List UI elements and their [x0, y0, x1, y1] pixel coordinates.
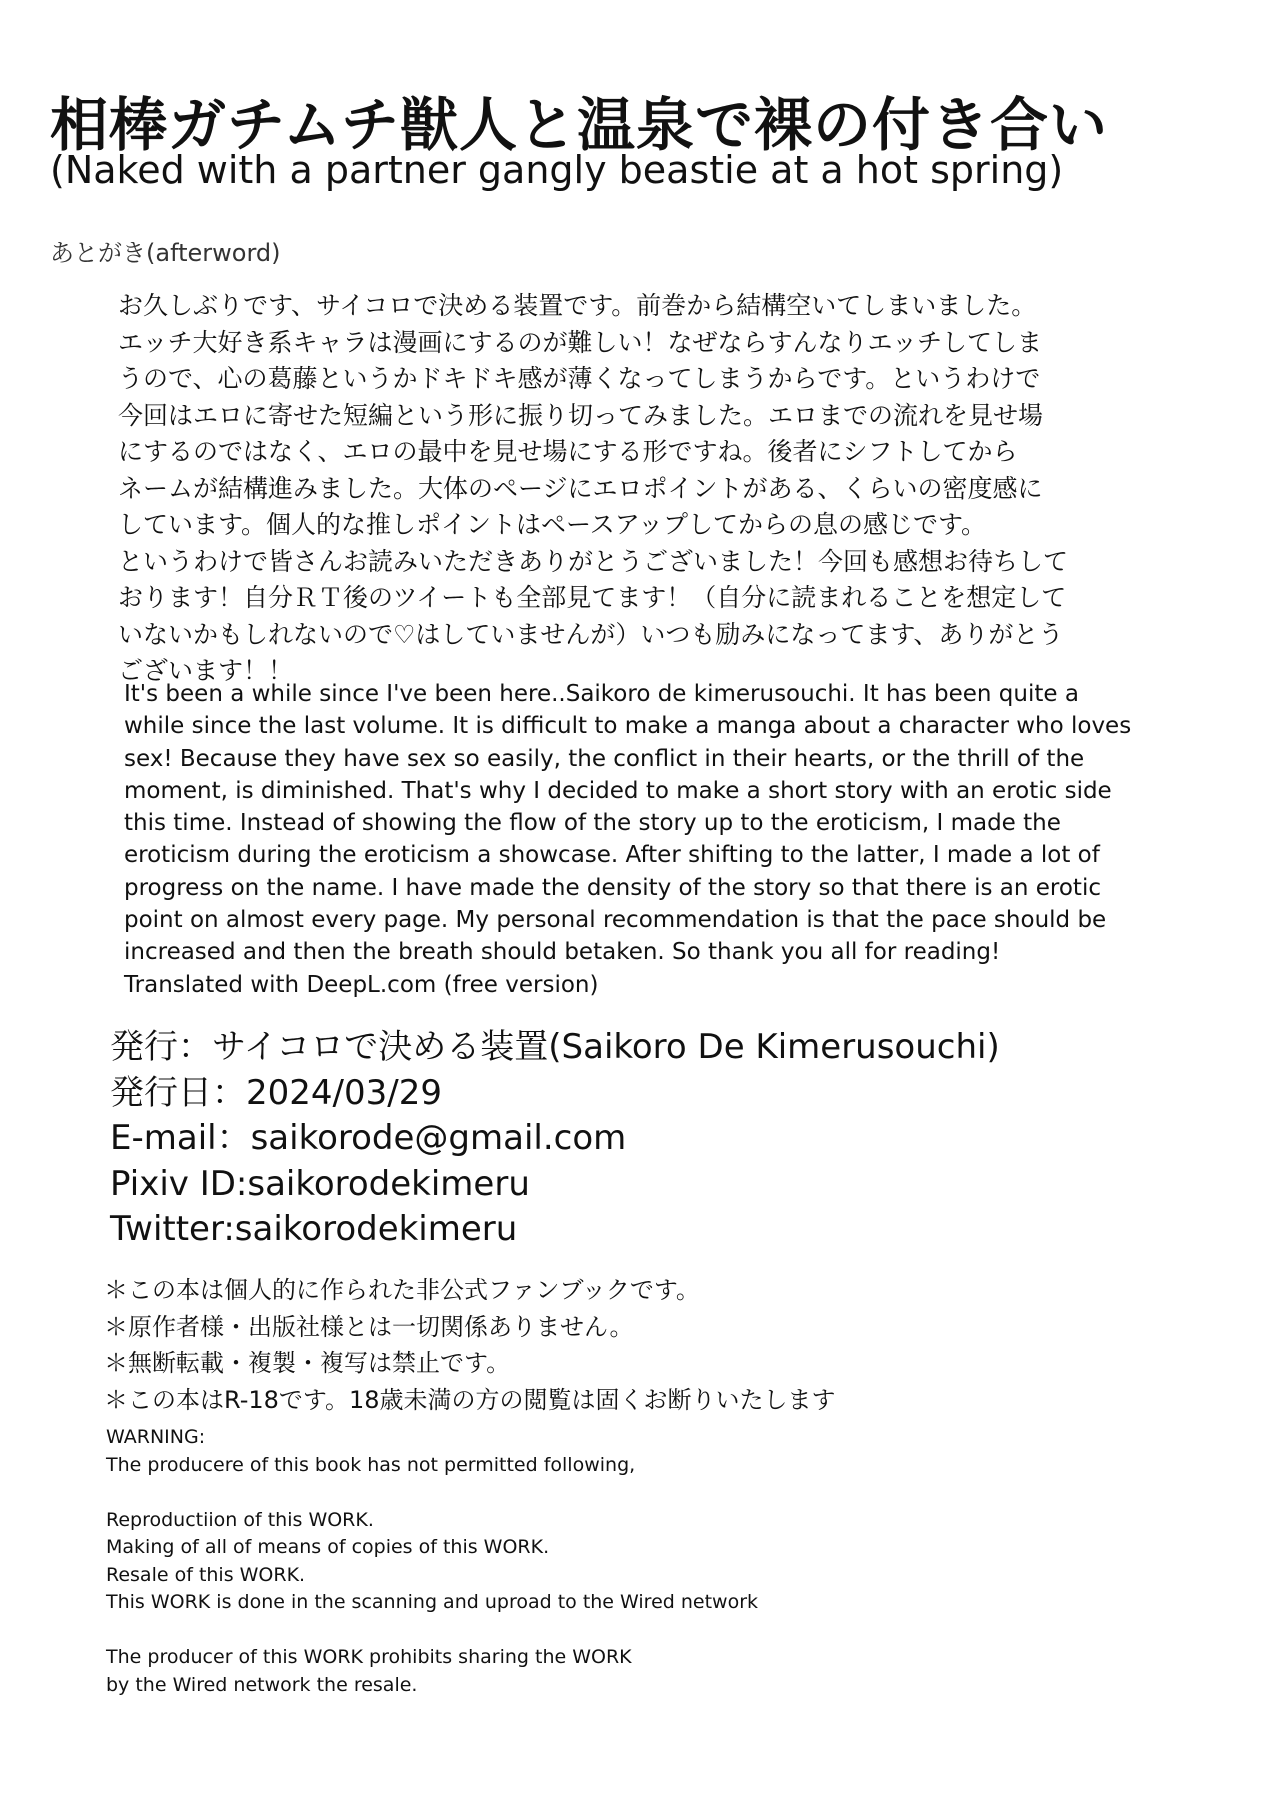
japanese-line: いないかもしれないので♡はしていませんが）いつも励みになってます、ありがとう — [118, 619, 1064, 649]
warning-closing: by the Wired network the resale. — [106, 1673, 418, 1696]
english-line: sex! Because they have sex so easily, the conflict in their hearts, or the thrill of the — [124, 745, 1085, 772]
warning-closing: The producer of this WORK prohibits sharing the WORK — [106, 1646, 632, 1668]
warning-item: Resale of this WORK. — [106, 1563, 306, 1586]
japanese-line: エッチ大好き系キャラは漫画にするのが難しい！なぜならすんなりエッチしてしま — [118, 327, 1043, 357]
publication-date: 発行日：2024/03/29 — [110, 1072, 442, 1113]
twitter-id: Twitter:saikorodekimeru — [110, 1209, 518, 1249]
english-line: eroticism during the eroticism a showcase. After shifting to the latter, I made a lot of — [124, 842, 1100, 869]
afterword-japanese-text — [118, 288, 1198, 690]
warning-item: Making of all of means of copies of this WORK. — [106, 1536, 550, 1558]
afterword-english-text — [124, 678, 1184, 1001]
english-line: while since the last volume. It is difficult to make a manga about a character who loves — [124, 713, 1132, 740]
japanese-line: 今回はエロに寄せた短編という形に振り切ってみました。エロまでの流れを見せ場 — [118, 400, 1044, 430]
english-line: increased and then the breath should betaken. So thank you all for reading! — [124, 939, 1001, 966]
afterword-label: あとがき(afterword) — [50, 239, 281, 267]
japanese-line: お久しぶりです、サイコロで決める装置です。前巻から結構空いてしまいました。 — [118, 291, 1037, 320]
japanese-line: おります！自分ＲＴ後のツイートも全部見てます！（自分に読まれることを想定して — [118, 583, 1067, 612]
title-japanese: 相棒ガチムチ獣人と温泉で裸の付き合い — [50, 91, 1108, 159]
english-line: progress on the name. I have made the density of the story so that there is an erotic — [124, 874, 1101, 901]
warning-block — [106, 1424, 758, 1699]
warning-item: This WORK is done in the scanning and uproad to the Wired network — [106, 1591, 759, 1613]
english-line: moment, is diminished. That's why I decided to make a short story with an erotic side — [124, 777, 1112, 804]
spacer — [106, 1617, 758, 1645]
japanese-line: しています。個人的な推しポイントはペースアップしてからの息の感じです。 — [118, 510, 987, 539]
note-line: ＊この本は個人的に作られた非公式ファンブックです。 — [104, 1276, 700, 1304]
warning-item: Reproductiion of this WORK. — [106, 1508, 374, 1531]
note-line: ＊この本はR-18です。18歳未満の方の閲覧は固くお断りいたします — [104, 1385, 836, 1414]
english-line: It's been a while since I've been here..Saikoro de kimerusouchi. It has been quite a — [124, 681, 1079, 707]
publisher: 発行：サイコロで決める装置(Saikoro De Kimerusouchi) — [110, 1027, 1000, 1067]
japanese-line: というわけで皆さんお読みいただきありがとうございました！今回も感想お待ちして — [118, 546, 1069, 576]
title-english: (Naked with a partner gangly beastie at a hot spring) — [50, 148, 1064, 192]
pixiv-id: Pixiv ID:saikorodekimeru — [110, 1163, 530, 1204]
note-line: ＊無断転載・複製・複写は禁止です。 — [104, 1349, 511, 1377]
english-line: Translated with DeepL.com (free version) — [124, 971, 599, 998]
note-line: ＊原作者様・出版社様とは一切関係ありません。 — [104, 1312, 634, 1341]
spacer — [106, 1479, 758, 1507]
email: E-mail：saikorode@gmail.com — [110, 1118, 627, 1158]
japanese-line: ネームが結構進みました。大体のページにエロポイントがある、くらいの密度感に — [118, 473, 1043, 503]
publication-info — [110, 1025, 1000, 1253]
english-line: point on almost every page. My personal recommendation is that the pace should be — [124, 907, 1107, 934]
notes — [104, 1272, 836, 1418]
english-line: this time. Instead of showing the flow of the story up to the eroticism, I made the — [124, 810, 1061, 837]
warning-intro: The producere of this book has not permitted following, — [106, 1453, 636, 1476]
japanese-line: にするのではなく、エロの最中を見せ場にする形ですね。後者にシフトしてから — [118, 437, 1018, 466]
warning-heading: WARNING: — [106, 1426, 206, 1448]
japanese-line: うので、心の葛藤というかドキドキ感が薄くなってしまうからです。というわけで — [118, 364, 1041, 393]
japanese-line: ございます！！ — [118, 656, 294, 685]
